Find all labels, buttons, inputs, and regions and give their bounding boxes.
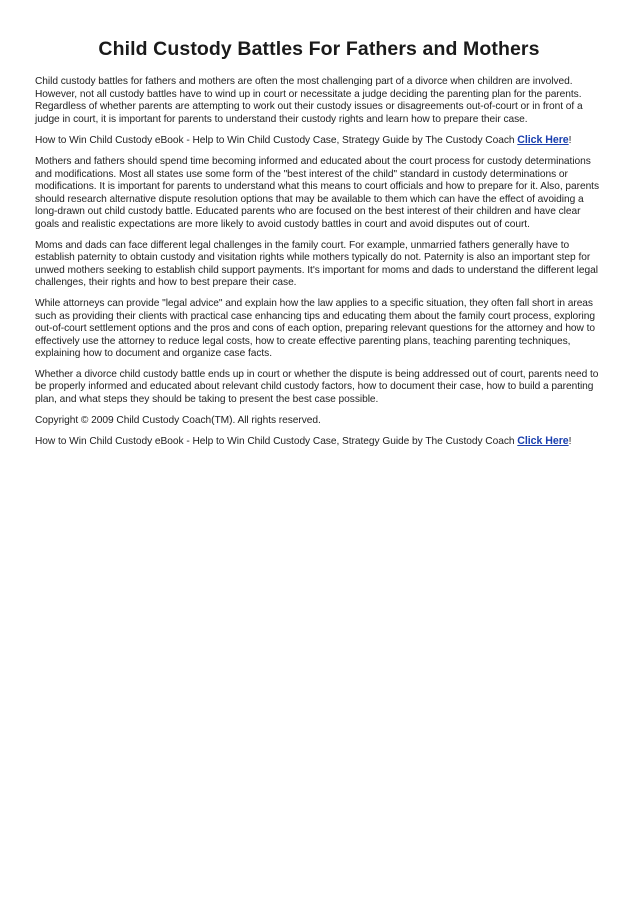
click-here-link-top[interactable]: Click Here [517, 134, 569, 147]
paragraph-legal-challenges: Moms and dads can face different legal challenges in the family court. For example, unmarried fathers generally have to establish paternity to obtain custody and visitation rights while mothers typically do not. Paternity is also an important step for unwed mothers seeking to establish child support payments. It's important for moms and dads to understand the different legal challenges, their rights and how to best prepare their case. [35, 239, 598, 289]
page-title: Child Custody Battles For Fathers and Mothers [98, 38, 540, 60]
paragraph-education: Mothers and fathers should spend time becoming informed and educated about the court process for custody determinations and modifications. Most all states use some form of the "best interest of the child" standard in custody determinations or modifications. It is important for parents to understand what this means to court officials and how to prepare for it. Also, parents should research alternative dispute resolution options that may be available to them which can have the effect of avoiding a long-drawn out child custody battle. Educated parents who are focused on the best interest of their children and have clear goals and realistic expectations are more likely to avoid custody battles in court and avoid disputes out of court. [35, 155, 600, 230]
promo-text: How to Win Child Custody eBook - Help to Win Child Custody Case, Strategy Guide by The Custody Coach [35, 135, 515, 147]
paragraph-intro: Child custody battles for fathers and mothers are often the most challenging part of a divorce when children are involved. However, not all custody battles have to wind up in court or necessitate a judge deciding the parenting plan for the parents. Regardless of whether parents are attempting to work out their custody issues or disagreements out-of-court or in front of a judge in court, it is important for parents to understand their custody rights and learn how to prepare their case. [35, 76, 583, 125]
document-page [35, 38, 603, 457]
paragraph-conclusion: Whether a divorce child custody battle ends up in court or whether the dispute is being addressed out of court, parents need to be properly informed and educated about relevant child custody factors, how to document their case, how to build a parenting plan, and what steps they should be taking to present the best case possible. [35, 368, 599, 406]
paragraph-attorneys: While attorneys can provide "legal advice" and explain how the law applies to a specific situation, they often fall short in areas such as providing their clients with practical case enhancing tips and educating them about the family court process, exploring out-of-court settlement options and the pros and cons of each option, preparing relevant questions for the attorney and how to effectively use the attorney to reduce legal costs, how to create effective parenting plans, teaching parenting techniques, explaining how to document and organize case facts. [35, 297, 596, 360]
promo-link-suffix: ! [568, 135, 572, 147]
click-here-link-bottom[interactable]: Click Here [517, 435, 569, 448]
copyright-line: Copyright © 2009 Child Custody Coach(TM). All rights reserved. [35, 414, 321, 426]
promo-line-top [35, 134, 603, 148]
promo-link-suffix: ! [568, 436, 572, 448]
promo-line-bottom [35, 435, 603, 449]
promo-text: How to Win Child Custody eBook - Help to Win Child Custody Case, Strategy Guide by The Custody Coach [35, 436, 515, 448]
